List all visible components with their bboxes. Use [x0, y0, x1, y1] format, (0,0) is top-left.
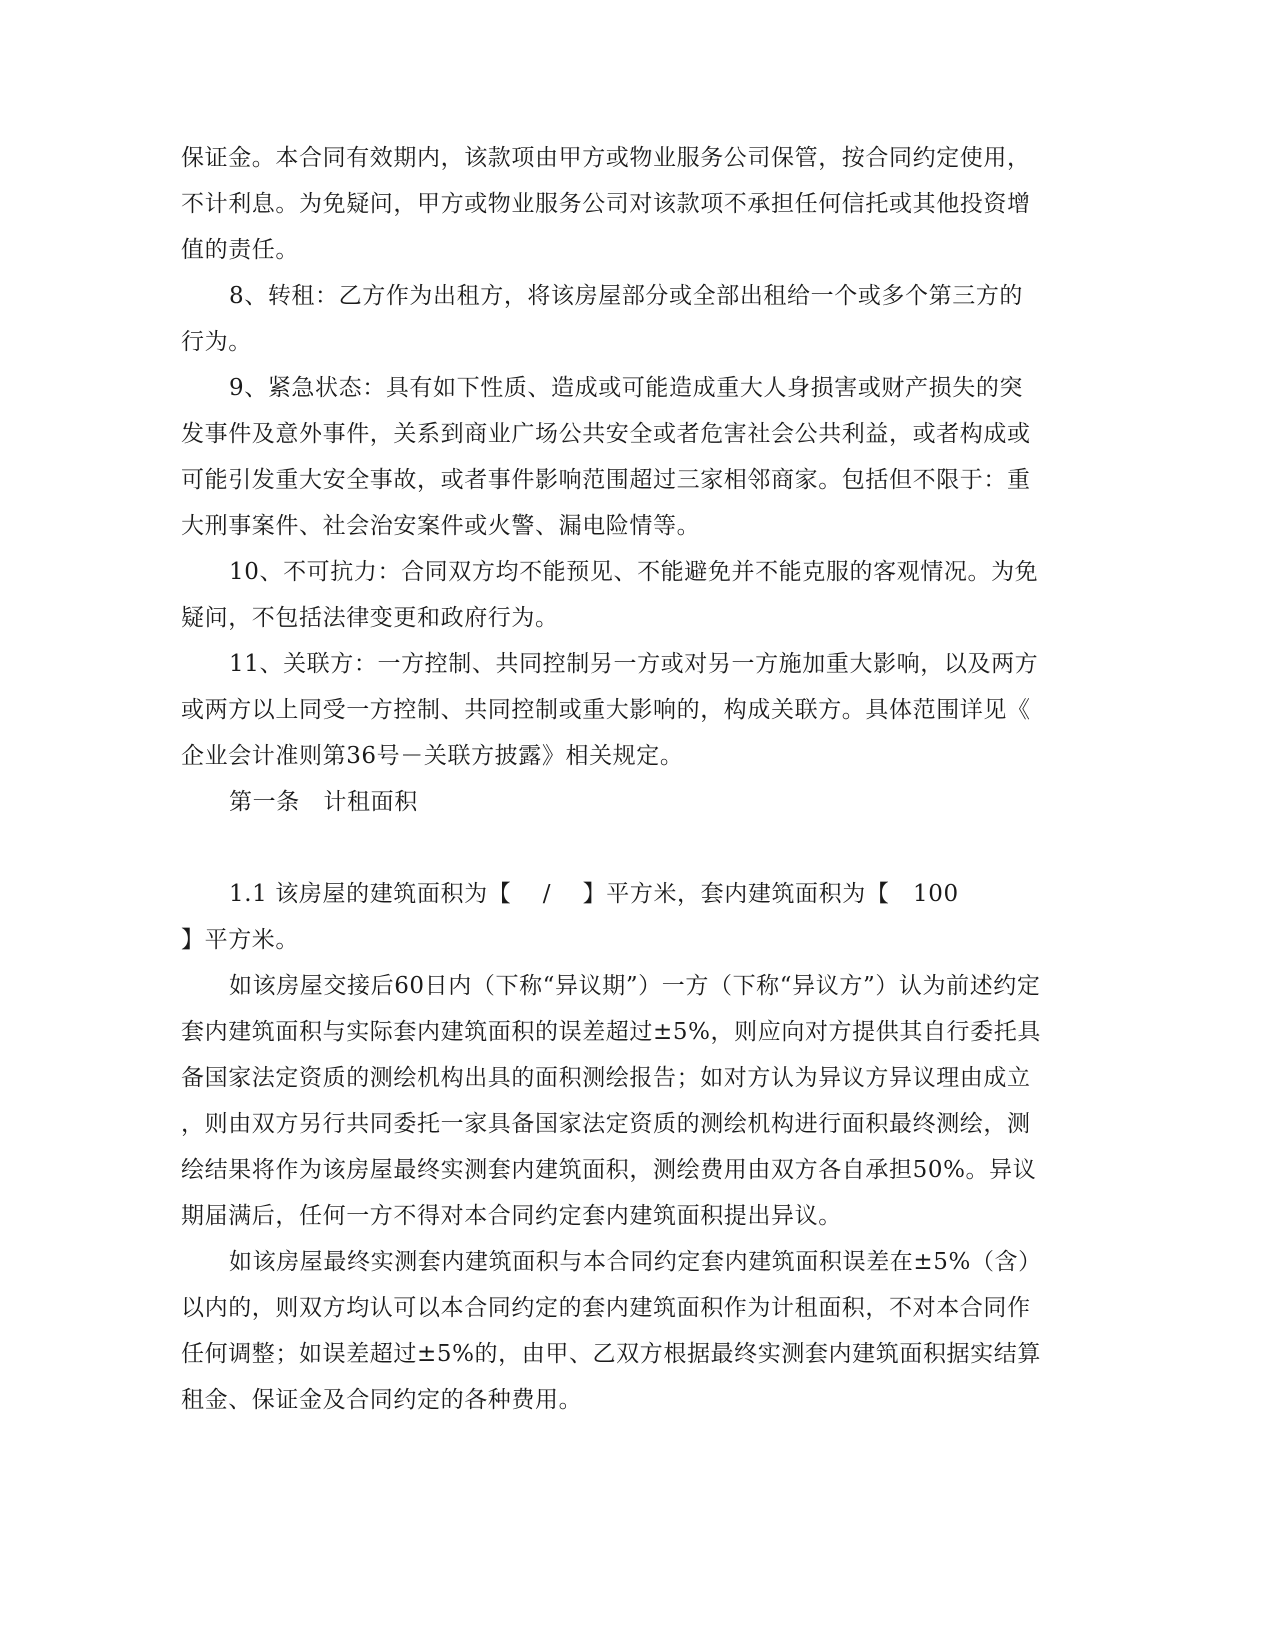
- paragraph-line: 行为。: [181, 329, 252, 355]
- paragraph-line: 10、不可抗力：合同双方均不能预见、不能避免并不能克服的客观情况。为免: [229, 559, 1039, 585]
- paragraph-line: 期届满后，任何一方不得对本合同约定套内建筑面积提出异议。: [181, 1203, 842, 1229]
- paragraph-line: 不计利息。为免疑问，甲方或物业服务公司对该款项不承担任何信托或其他投资增: [181, 191, 1031, 217]
- paragraph-line: 9、紧急状态：具有如下性质、造成或可能造成重大人身损害或财产损失的突: [229, 375, 1024, 401]
- paragraph-line: 以内的，则双方均认可以本合同约定的套内建筑面积作为计租面积，不对本合同作: [181, 1295, 1031, 1321]
- paragraph-line: 疑问，不包括法律变更和政府行为。: [181, 605, 559, 631]
- paragraph-line: 8、转租：乙方作为出租方，将该房屋部分或全部出租给一个或多个第三方的: [229, 283, 1024, 309]
- paragraph-line: 保证金。本合同有效期内，该款项由甲方或物业服务公司保管，按合同约定使用，: [181, 145, 1031, 171]
- paragraph-line: 任何调整；如误差超过±5%的，由甲、乙双方根据最终实测套内建筑面积据实结算: [181, 1341, 1041, 1367]
- paragraph-line: 值的责任。: [181, 237, 299, 263]
- paragraph-line: 绘结果将作为该房屋最终实测套内建筑面积，测绘费用由双方各自承担50%。异议: [181, 1157, 1037, 1183]
- paragraph-line: 套内建筑面积与实际套内建筑面积的误差超过±5%，则应向对方提供其自行委托具: [181, 1019, 1041, 1045]
- paragraph-line: 】平方米。: [181, 927, 299, 953]
- paragraph-line: ，则由双方另行共同委托一家具备国家法定资质的测绘机构进行面积最终测绘，测: [181, 1111, 1031, 1137]
- section-heading: 第一条 计租面积: [229, 789, 418, 815]
- paragraph-line: 如该房屋交接后60日内（下称“异议期”）一方（下称“异议方”）认为前述约定: [229, 973, 1041, 999]
- paragraph-line: 租金、保证金及合同约定的各种费用。: [181, 1387, 583, 1413]
- paragraph-line: 企业会计准则第36号－关联方披露》相关规定。: [181, 743, 684, 769]
- paragraph-line: 或两方以上同受一方控制、共同控制或重大影响的，构成关联方。具体范围详见《: [181, 697, 1031, 723]
- paragraph-line: 11、关联方：一方控制、共同控制另一方或对另一方施加重大影响，以及两方: [229, 651, 1039, 677]
- paragraph-line: 大刑事案件、社会治安案件或火警、漏电险情等。: [181, 513, 701, 539]
- paragraph-line: 备国家法定资质的测绘机构出具的面积测绘报告；如对方认为异议方异议理由成立: [181, 1065, 1031, 1091]
- paragraph-line: 可能引发重大安全事故，或者事件影响范围超过三家相邻商家。包括但不限于：重: [181, 467, 1031, 493]
- paragraph-line: 发事件及意外事件，关系到商业广场公共安全或者危害社会公共利益，或者构成或: [181, 421, 1031, 447]
- paragraph-line: 1.1 该房屋的建筑面积为【 / 】平方米，套内建筑面积为【 100: [229, 881, 959, 907]
- paragraph-line: 如该房屋最终实测套内建筑面积与本合同约定套内建筑面积误差在±5%（含）: [229, 1249, 1042, 1275]
